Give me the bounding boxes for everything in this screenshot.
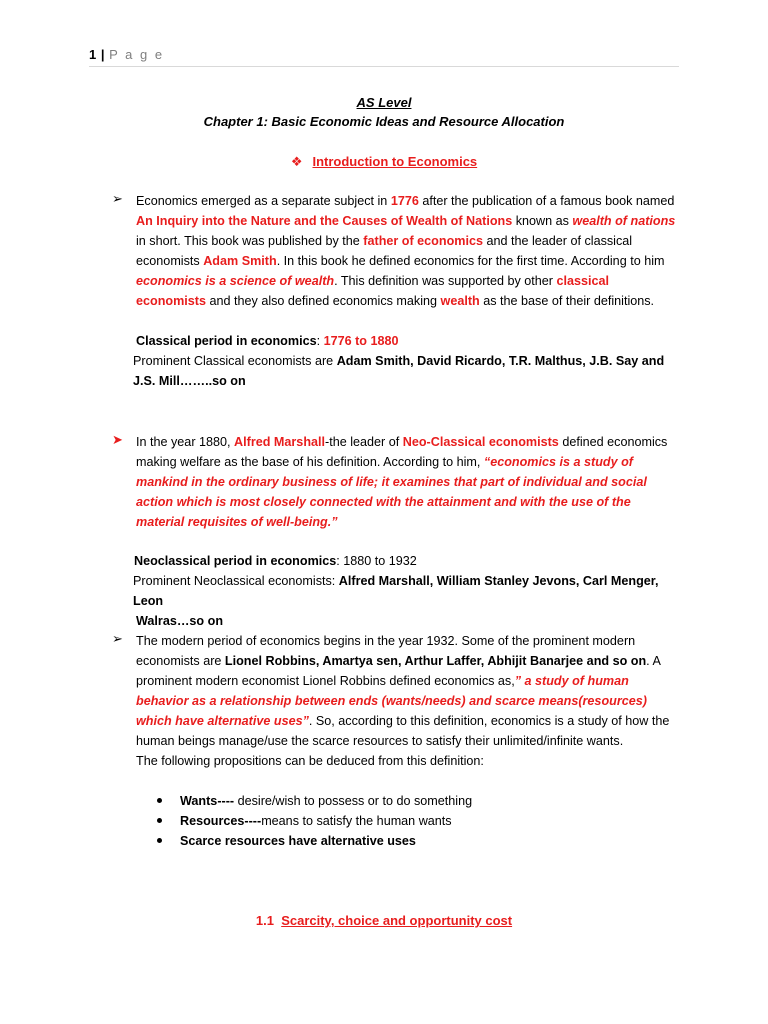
text-run: in short. This book was published by the <box>136 234 364 248</box>
classical-names: Adam Smith, David Ricardo, T.R. Malthus, J.B. Say and <box>336 354 665 368</box>
arrow-bullet-icon: ➢ <box>112 191 123 206</box>
page-word: P a g e <box>109 47 165 62</box>
neoclassical-range: 1880 to 1932 <box>343 554 417 568</box>
text-run: defined economics making welfare as the base of his definition. According to him, <box>136 435 668 469</box>
classical-range: 1776 to 1880 <box>323 334 399 348</box>
chapter-title: Chapter 1: Basic Economic Ideas and Resource Allocation <box>203 114 565 129</box>
text-run: The following propositions can be deduced from this definition: <box>136 754 484 768</box>
paragraph-origins <box>136 191 676 311</box>
arrow-bullet-icon: ➤ <box>112 432 123 447</box>
marshall-quote: “economics is a study of mankind in the ordinary business of life; it examines that part of individual and social action which is most closely connected with the attainment and with the use of the material requisites of well-being.” <box>136 455 647 529</box>
highlight-short-name: wealth of nations <box>572 214 676 228</box>
intro-heading-label: Introduction to Economics <box>312 154 478 169</box>
classical-label: Classical period in economics <box>136 334 317 348</box>
text-run: In the year 1880, <box>136 435 235 449</box>
neoclassical-names-cont: Walras…so on <box>136 614 224 628</box>
header-separator: | <box>96 47 110 62</box>
text-run: Prominent Classical economists are <box>133 354 337 368</box>
point-text: desire/wish to possess or to do something <box>234 794 473 808</box>
page-header <box>89 47 679 67</box>
text-run: . In this book he defined economics for the first time. According to him <box>276 254 665 268</box>
highlight-book: An Inquiry into the Nature and the Causes of Wealth of Nations <box>136 214 513 228</box>
text-run: : <box>316 334 324 348</box>
bullet-dot-icon <box>157 818 162 823</box>
highlight-father: father of economics <box>363 234 483 248</box>
diamond-bullet-icon: ❖ <box>290 154 303 169</box>
text-run: and they also defined economics making <box>206 294 441 308</box>
section-number: 1.1 <box>255 913 274 928</box>
highlight-year: 1776 <box>390 194 419 208</box>
highlight-classical: classical economists <box>136 274 610 308</box>
highlight-smith: Adam Smith <box>203 254 277 268</box>
page-number: 1 <box>89 47 97 62</box>
modern-names: Lionel Robbins, Amartya sen, Arthur Laffer, Abhijit Banarjee and so on <box>224 654 647 668</box>
text-run: as the base of their definitions. <box>479 294 655 308</box>
bullet-dot-icon <box>157 838 162 843</box>
highlight-definition: economics is a science of wealth <box>136 274 335 288</box>
text-run: Economics emerged as a separate subject in <box>136 194 391 208</box>
classical-period <box>136 331 399 351</box>
text-run: . A prominent modern economist Lionel Robbins defined economics as, <box>136 654 661 688</box>
paragraph-marshall <box>136 432 676 532</box>
arrow-bullet-icon: ➢ <box>112 631 123 646</box>
bullet-dot-icon <box>157 798 162 803</box>
list-item <box>160 811 472 831</box>
text-run: . This definition was supported by other <box>334 274 557 288</box>
text-run: The modern period of economics begins in the year 1932. Some of the prominent modern economists are <box>136 634 636 668</box>
neoclassical-period <box>134 551 417 571</box>
robbins-quote: ” a study of human behavior as a relationship between ends (wants/needs) and scarce means(resources) which have alternative uses” <box>136 674 647 728</box>
point-text: means to satisfy the human wants <box>261 814 452 828</box>
intro-heading <box>0 154 768 170</box>
list-item <box>160 831 472 851</box>
text-run: . So, according to this definition, economics is a study of how the human beings manage/use the scarce resources to satisfy their unlimited/infinite wants. <box>136 714 670 748</box>
highlight-neoclassical: Neo-Classical economists <box>402 435 559 449</box>
highlight-wealth: wealth <box>440 294 480 308</box>
list-item <box>160 791 472 811</box>
classical-names-cont: J.S. Mill……..so on <box>133 374 246 388</box>
point-term: Wants---- <box>180 794 235 808</box>
text-run: and the leader of classical economists <box>136 234 633 268</box>
section-title: Scarcity, choice and opportunity cost <box>281 913 513 928</box>
classical-economists <box>133 351 678 391</box>
text-run: Prominent Neoclassical economists: <box>133 574 339 588</box>
level-title: AS Level <box>356 95 412 110</box>
point-term: Resources---- <box>180 814 262 828</box>
paragraph-modern <box>136 631 676 771</box>
text-run: : <box>336 554 344 568</box>
neoclassical-economists <box>133 571 681 631</box>
text-run: known as <box>512 214 573 228</box>
highlight-marshall: Alfred Marshall <box>234 435 326 449</box>
neoclassical-label: Neoclassical period in economics <box>134 554 337 568</box>
propositions-list <box>160 791 472 851</box>
next-section-heading <box>0 913 768 928</box>
point-term: Scarce resources have alternative uses <box>180 834 416 848</box>
neoclassical-names: Alfred Marshall, William Stanley Jevons, Carl Menger, Leon <box>133 574 659 608</box>
text-run: -the leader of <box>325 435 403 449</box>
text-run: after the publication of a famous book named <box>418 194 675 208</box>
